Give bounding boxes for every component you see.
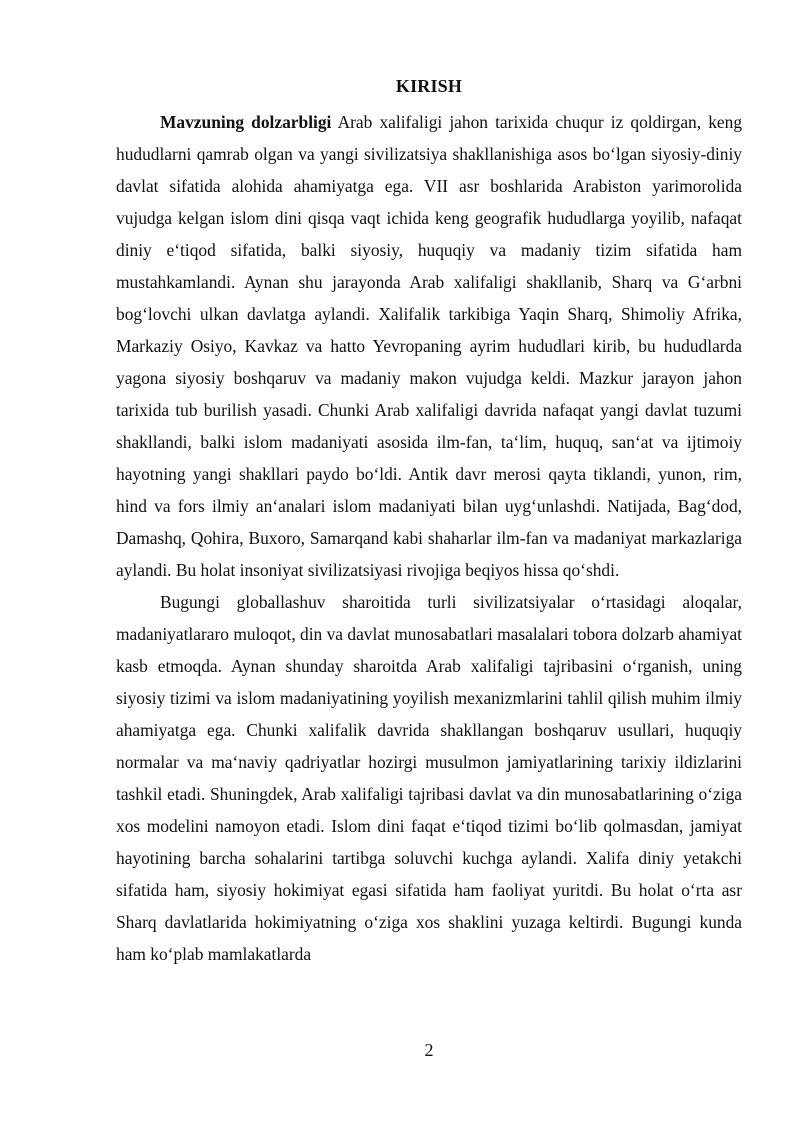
paragraph-lead: Mavzuning dolzarbligi [160, 112, 332, 132]
paragraph-body: Arab xalifaligi jahon tarixida chuqur iz qoldirgan, keng hududlarni qamrab olgan va yangi sivilizatsiya shakllanishiga asos bo‘lgan siyosiy-diniy davlat sifatida alohida ahamiyatga ega. VII asr boshlarida Arabiston yarimorolida vujudga kelgan islom dini qisqa vaqt ichida keng geografik hududlarga yoyilib, nafaqat diniy e‘tiqod sifatida, balki siyosiy, huquqiy va madaniy tizim sifatida ham mustahkamlandi. Aynan shu jarayonda Arab xalifaligi shakllanib, Sharq va G‘arbni bog‘lovchi ulkan davlatga aylandi. Xalifalik tarkibiga Yaqin Sharq, Shimoliy Afrika, Markaziy Osiyo, Kavkaz va hatto Yevropaning ayrim hududlari kirib, bu hududlarda yagona siyosiy boshqaruv va madaniy makon vujudga keldi. Mazkur jarayon jahon tarixida tub burilish yasadi. Chunki Arab xalifaligi davrida nafaqat yangi davlat tuzumi shakllandi, balki islom madaniyati asosida ilm-fan, ta‘lim, huquq, san‘at va ijtimoiy hayotning yangi shakllari paydo bo‘ldi. Antik davr merosi qayta tiklandi, yunon, rim, hind va fors ilmiy an‘analari islom madaniyati bilan uyg‘unlashdi. Natijada, Bag‘dod, Damashq, Qohira, Buxoro, Samarqand kabi shaharlar ilm-fan va madaniyat markazlariga aylandi. Bu holat insoniyat sivilizatsiyasi rivojiga beqiyos hissa qo‘shdi. [116, 112, 743, 580]
paragraph-text [116, 106, 742, 586]
paragraph-relevance [116, 106, 742, 586]
page-title: KIRISH [395, 76, 463, 96]
page-number: 2 [424, 1040, 434, 1060]
paragraph-body: Bugungi globallashuv sharoitida turli sivilizatsiyalar o‘rtasidagi aloqalar, madaniyatlararo muloqot, din va davlat munosabatlari masalalari tobora dolzarb ahamiyat kasb etmoqda. Aynan shunday sharoitda Arab xalifaligi tajribasini o‘rganish, uning siyosiy tizimi va islom madaniyatining yoyilish mexanizmlarini tahlil qilish muhim ilmiy ahamiyatga ega. Chunki xalifalik davrida shakllangan boshqaruv usullari, huquqiy normalar va ma‘naviy qadriyatlar hozirgi musulmon jamiyatlarining tarixiy ildizlarini tashkil etadi. Shuningdek, Arab xalifaligi tajribasi davlat va din munosabatlarining o‘ziga xos modelini namoyon etadi. Islom dini faqat e‘tiqod tizimi bo‘lib qolmasdan, jamiyat hayotining barcha sohalarini tartibga soluvchi kuchga aylandi. Xalifa diniy yetakchi sifatida ham, siyosiy hokimiyat egasi sifatida ham faoliyat yuritdi. Bu holat o‘rta asr Sharq davlatlarida hokimiyatning o‘ziga xos shaklini yuzaga keltirdi. Bugungi kunda ham ko‘plab mamlakatlarda [116, 592, 742, 964]
paragraph-globalization [116, 586, 742, 970]
